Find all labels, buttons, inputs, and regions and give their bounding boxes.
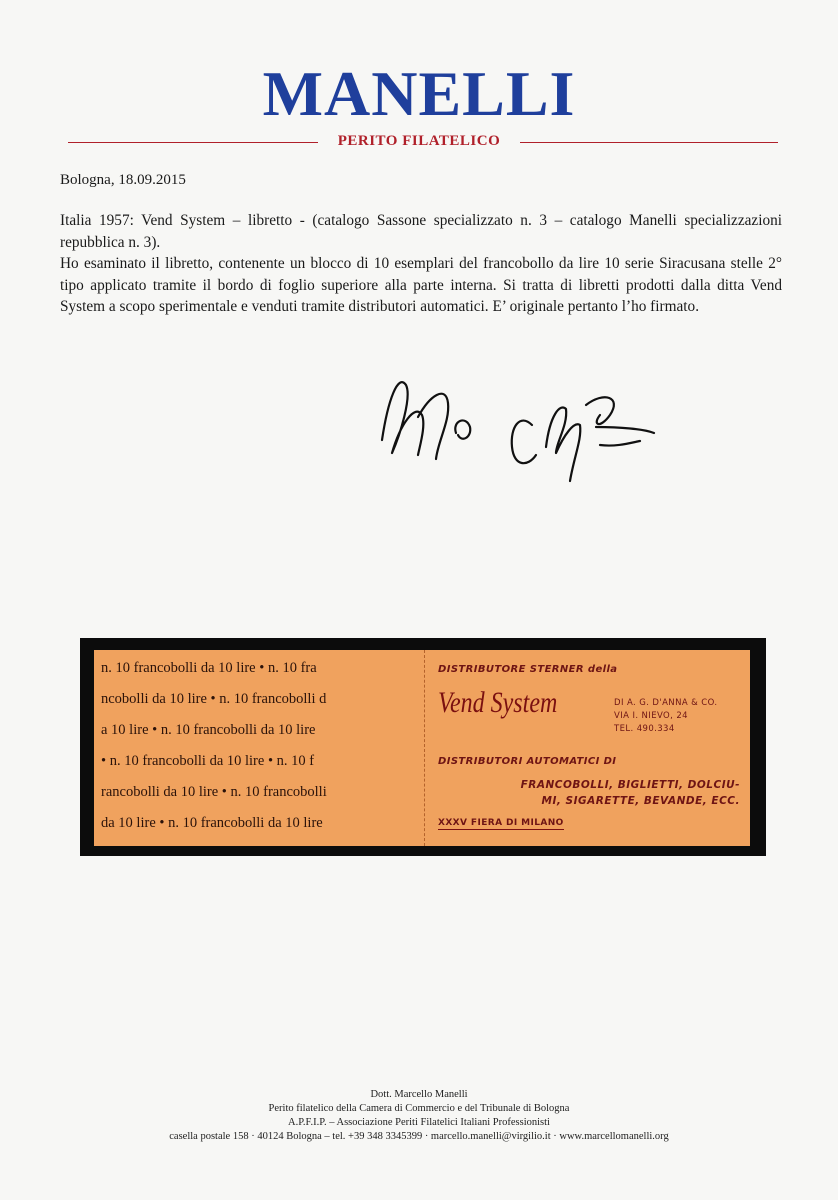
stamp-line: • n. 10 francobolli da 10 lire • n. 10 f [101, 753, 315, 769]
subtitle-rule-left [68, 142, 318, 143]
brand-name: Vend System [438, 686, 558, 719]
date-line: Bologna, 18.09.2015 [60, 172, 186, 188]
booklet-photo [80, 638, 766, 856]
ad-products [476, 777, 740, 809]
subtitle-rule-right [520, 142, 778, 143]
stamp-line: n. 10 francobolli da 10 lire • n. 10 fra [101, 660, 317, 676]
body-paragraph-1: Italia 1957: Vend System – libretto - (catalogo Sassone specializzato n. 3 – catalogo Manelli specializzazioni repubblica n. 3). [60, 212, 782, 251]
ad-subheader: DISTRIBUTORI AUTOMATICI DI [438, 756, 617, 767]
stamp-text-panel [94, 650, 425, 846]
subtitle-row [68, 133, 778, 153]
footer-line: Perito filatelico della Camera di Commercio e del Tribunale di Bologna [268, 1103, 570, 1114]
products-line: MI, SIGARETTE, BEVANDE, ECC. [541, 795, 740, 807]
stamp-line: da 10 lire • n. 10 francobolli da 10 lire [101, 815, 323, 831]
stamp-line: ncobolli da 10 lire • n. 10 francobolli d [101, 691, 327, 707]
address-line: TEL. 490.334 [614, 724, 675, 734]
subtitle: PERITO FILATELICO [337, 133, 501, 149]
ad-header: DISTRIBUTORE STERNER della [438, 664, 618, 675]
address-line: DI A. G. D'ANNA & CO. [614, 698, 718, 708]
ad-address [614, 697, 744, 736]
address-line: VIA I. NIEVO, 24 [614, 711, 688, 721]
products-line: FRANCOBOLLI, BIGLIETTI, DOLCIU- [520, 779, 740, 791]
ad-fair: XXXV FIERA DI MILANO [438, 818, 564, 828]
certificate-body [60, 210, 782, 318]
footer-line: casella postale 158 · 40124 Bologna – tel. +39 348 3345399 · marcello.manelli@virgilio.it · www.marcellomanelli.org [169, 1131, 669, 1142]
advertisement-panel [424, 650, 750, 846]
booklet-pane [94, 650, 750, 846]
stamp-line: a 10 lire • n. 10 francobolli da 10 lire [101, 722, 316, 738]
body-paragraph-2: Ho esaminato il libretto, contenente un blocco di 10 esemplari del francobollo da lire 10 serie Siracusana stelle 2° tipo applicato tramite il bordo di foglio superiore alla parte interna. Si tratta di libretti prodotti dalla ditta Vend System a scopo sperimentale e venduti tramite distributori automatici. E’ originale pertanto l’ho firmato. [60, 255, 782, 315]
footer [0, 1088, 838, 1144]
logo: MANELLI [262, 58, 576, 129]
footer-line: Dott. Marcello Manelli [370, 1089, 468, 1100]
footer-line: A.P.F.I.P. – Associazione Periti Filatelici Italiani Professionisti [288, 1117, 550, 1128]
handwritten-signature [360, 355, 680, 495]
stamp-line: rancobolli da 10 lire • n. 10 francobolli [101, 784, 327, 800]
